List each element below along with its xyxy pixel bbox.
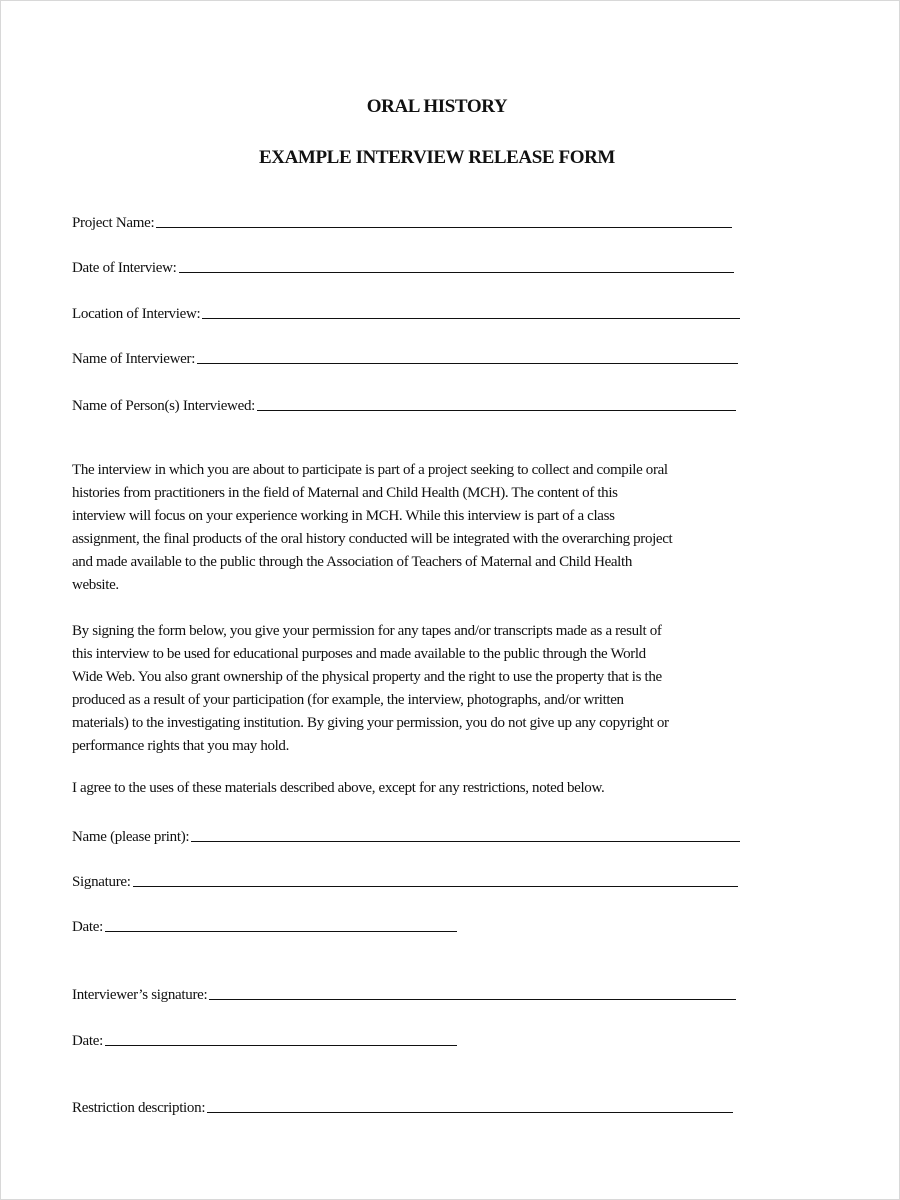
agreement-statement: I agree to the uses of these materials described above, except for any restrictions, noted below. [72,780,605,796]
text-line: and made available to the public through the Association of Teachers of Maternal and Child Health [72,554,632,570]
blank-line[interactable] [105,1045,457,1046]
location-of-interview-field[interactable] [72,303,740,323]
restriction-description-field[interactable] [72,1097,733,1117]
blank-line[interactable] [191,841,740,842]
text-line: The interview in which you are about to participate is part of a project seeking to collect and compile oral [72,462,668,478]
text-line: performance rights that you may hold. [72,738,289,754]
name-of-interviewer-field[interactable] [72,348,738,368]
project-name-field[interactable] [72,212,732,232]
blank-line[interactable] [179,272,734,273]
text-line: assignment, the final products of the oral history conducted will be integrated with the overarching project [72,531,673,547]
blank-line[interactable] [156,227,732,228]
intro-paragraph [72,459,672,597]
blank-line[interactable] [197,363,738,364]
blank-line[interactable] [257,410,736,411]
field-label: Name of Interviewer: [72,351,196,367]
blank-line[interactable] [209,999,736,1000]
permission-paragraph [72,620,669,758]
blank-line[interactable] [133,886,738,887]
signature-field[interactable] [72,871,738,891]
text-line: interview will focus on your experience working in MCH. While this interview is part of a class [72,508,615,524]
date-field[interactable] [72,916,457,936]
field-label: Name (please print): [72,829,190,845]
field-label: Date of Interview: [72,260,177,276]
blank-line[interactable] [207,1112,733,1113]
blank-line[interactable] [202,318,740,319]
document-title: ORAL HISTORY [366,96,508,117]
interviewer-date-field[interactable] [72,1030,457,1050]
field-label: Signature: [72,874,131,890]
text-line: this interview to be used for educational purposes and made available to the public through the World [72,646,646,662]
document-subtitle: EXAMPLE INTERVIEW RELEASE FORM [259,147,615,168]
field-label: Name of Person(s) Interviewed: [72,398,256,414]
text-line: By signing the form below, you give your permission for any tapes and/or transcripts made as a result of [72,623,662,639]
field-label: Date: [72,1033,103,1049]
name-print-field[interactable] [72,826,740,846]
text-line: Wide Web. You also grant ownership of the physical property and the right to use the property that is the [72,669,662,685]
text-line: website. [72,577,119,593]
date-of-interview-field[interactable] [72,257,734,277]
field-label: Interviewer’s signature: [72,987,208,1003]
field-label: Restriction description: [72,1100,206,1116]
text-line: histories from practitioners in the field of Maternal and Child Health (MCH). The content of this [72,485,618,501]
blank-line[interactable] [105,931,457,932]
persons-interviewed-field[interactable] [72,395,736,415]
interviewer-signature-field[interactable] [72,984,736,1004]
field-label: Location of Interview: [72,306,201,322]
field-label: Project Name: [72,215,155,231]
field-label: Date: [72,919,103,935]
text-line: produced as a result of your participation (for example, the interview, photographs, and/or written [72,692,624,708]
text-line: materials) to the investigating institution. By giving your permission, you do not give up any copyright or [72,715,669,731]
